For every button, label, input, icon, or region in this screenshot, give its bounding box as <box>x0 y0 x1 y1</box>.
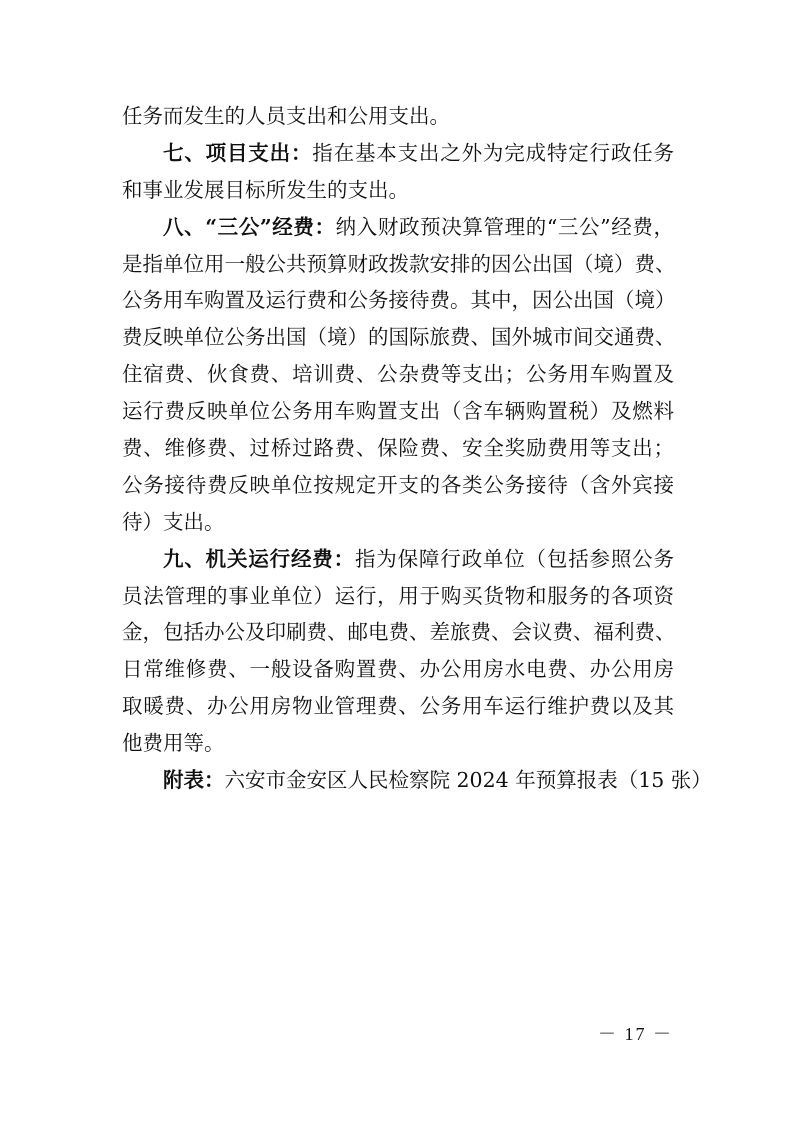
page-number: － 17 － <box>598 1024 673 1044</box>
section-three-public-expenses-line-2 <box>122 246 674 283</box>
document-body <box>122 98 712 799</box>
paragraph-continuation-line <box>122 98 674 135</box>
section-heading-operating-expenses: 九、机关运行经费： <box>163 546 355 571</box>
section-heading-three-public-expenses: 八、“三公”经费： <box>163 214 336 239</box>
section-operating-expenses-line-3 <box>122 614 674 651</box>
section-three-public-expenses-line-4 <box>122 319 674 356</box>
section-three-public-expenses-line-9 <box>122 504 674 541</box>
body-text: 公务接待费反映单位按规定开支的各类公务接待（含外宾接 <box>122 472 674 497</box>
body-text: 金，包括办公及印刷费、邮电费、差旅费、会议费、福利费、 <box>122 620 676 645</box>
body-text: 取暖费、办公用房物业管理费、公务用车运行维护费以及其 <box>122 694 674 719</box>
body-text: 待）支出。 <box>122 509 225 534</box>
body-text: 运行费反映单位公务用车购置支出（含车辆购置税）及燃料 <box>122 399 674 424</box>
section-project-expenditure-line-2 <box>122 172 674 209</box>
body-text: 日常维修费、一般设备购置费、办公用房水电费、办公用房 <box>122 657 674 682</box>
body-text: 他费用等。 <box>122 731 225 756</box>
body-text: 公务用车购置及运行费和公务接待费。其中，因公出国（境） <box>122 288 676 313</box>
section-operating-expenses-line-6 <box>122 725 674 762</box>
body-text: 指在基本支出之外为完成特定行政任务 <box>312 140 675 165</box>
appendix-text: 六安市金安区人民检察院 2024 年预算报表（15 张） <box>224 768 712 793</box>
body-text: 纳入财政预决算管理的“三公”经费， <box>335 214 674 239</box>
body-text: 住宿费、伙食费、培训费、公杂费等支出；公务用车购置及 <box>122 362 674 387</box>
section-operating-expenses-line-2 <box>122 578 674 615</box>
section-project-expenditure-line-1 <box>122 135 674 172</box>
section-three-public-expenses-line-8 <box>122 467 674 504</box>
section-operating-expenses-line-1 <box>122 541 674 578</box>
appendix-label: 附表： <box>163 768 225 793</box>
section-three-public-expenses-line-3 <box>122 282 674 319</box>
body-text: 任务而发生的人员支出和公用支出。 <box>122 104 450 128</box>
section-operating-expenses-line-4 <box>122 651 674 688</box>
body-text: 指为保障行政单位（包括参照公务 <box>354 546 675 571</box>
body-text: 是指单位用一般公共预算财政拨款安排的因公出国（境）费、 <box>122 251 676 276</box>
body-text: 员法管理的事业单位）运行，用于购买货物和服务的各项资 <box>122 583 674 608</box>
section-operating-expenses-line-5 <box>122 688 674 725</box>
appendix-line <box>122 762 712 799</box>
body-text: 费反映单位公务出国（境）的国际旅费、国外城市间交通费、 <box>122 325 676 350</box>
section-heading-project-expenditure: 七、项目支出： <box>163 140 313 165</box>
body-text: 费、维修费、过桥过路费、保险费、安全奖励费用等支出； <box>122 436 674 461</box>
section-three-public-expenses-line-5 <box>122 356 674 393</box>
section-three-public-expenses-line-1 <box>122 209 674 246</box>
section-three-public-expenses-line-6 <box>122 393 674 430</box>
section-three-public-expenses-line-7 <box>122 430 674 467</box>
body-text: 和事业发展目标所发生的支出。 <box>122 177 409 202</box>
